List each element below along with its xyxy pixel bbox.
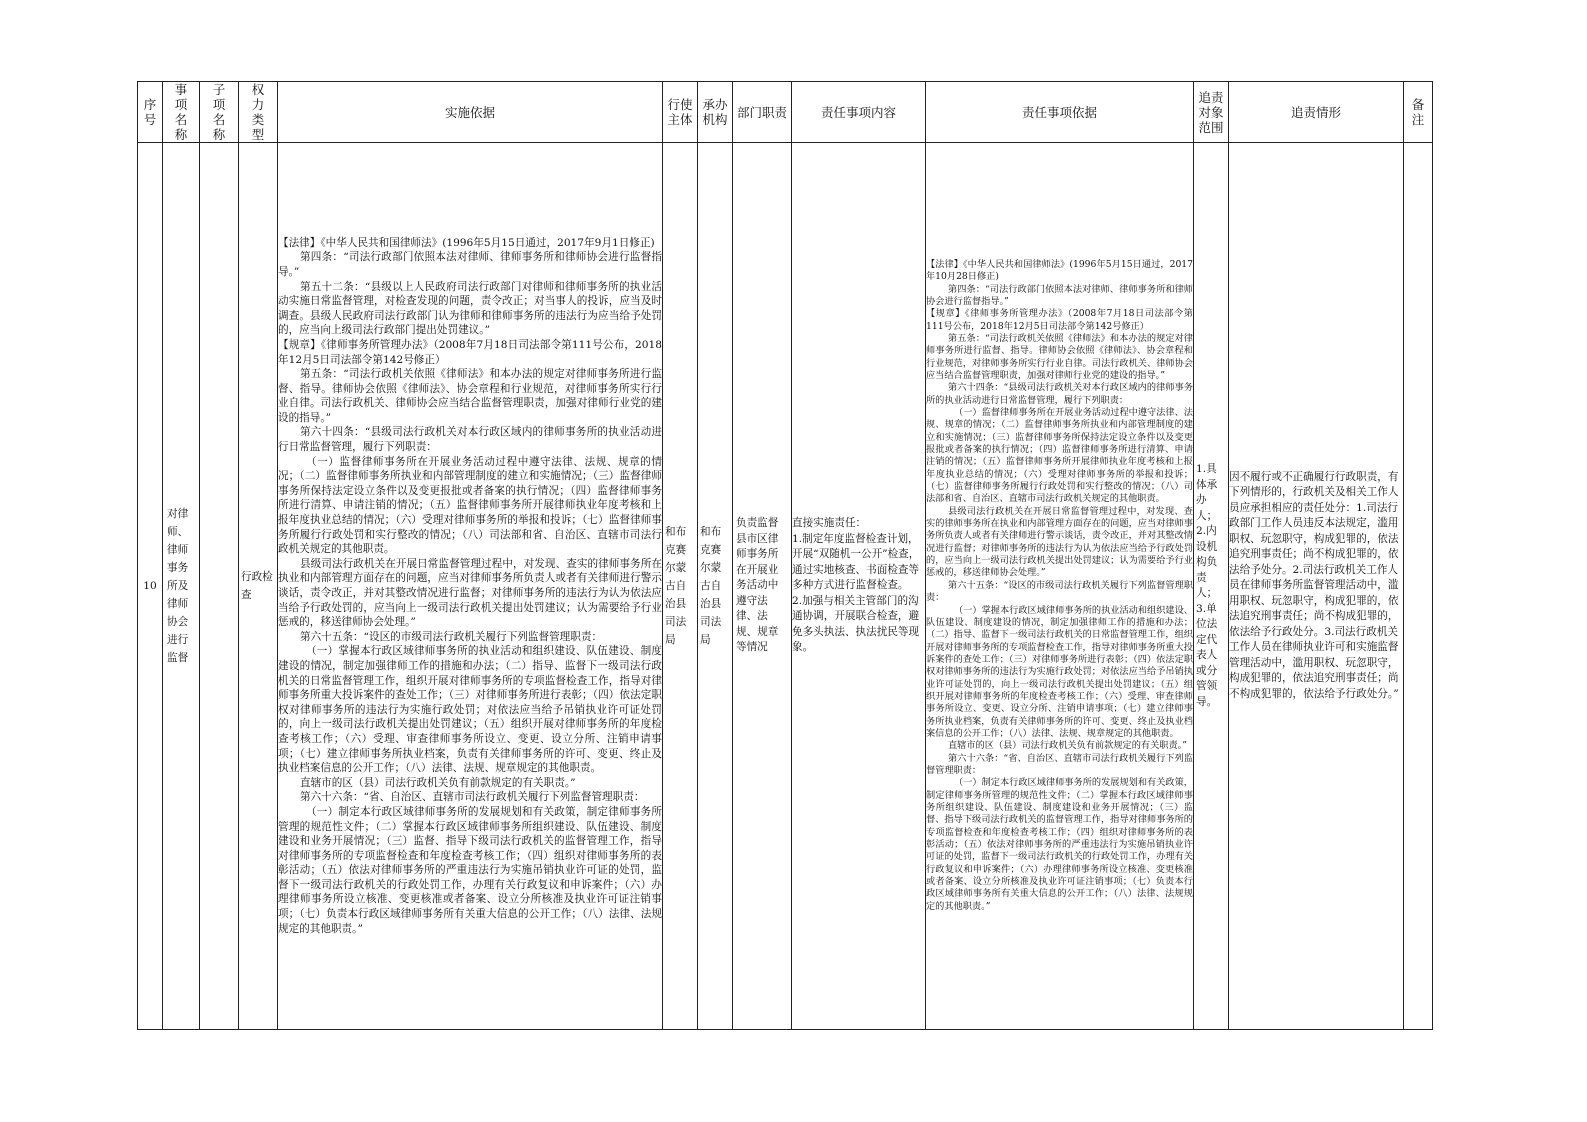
resp-basis-paragraph: 第六十六条：“省、自治区、直辖市司法行政机关履行下列监督管理职责： (926, 752, 1193, 776)
powers-responsibility-table (137, 81, 1433, 1030)
header-duty: 部门职责 (733, 82, 792, 143)
header-seq: 序号 (138, 82, 163, 143)
header-agency: 承办机构 (698, 82, 733, 143)
basis-text (278, 236, 662, 937)
basis-paragraph: 县级司法行政机关在开展日常监督管理过程中，对发现、查实的律师事务所在执业和内部管理方面存在的问题，应当对律师事务所负责人或者有关律师进行警示谈话，责令改正，并对其整改情况进行监督；对律师事务所的违法行为认为依法应当给予行政处罚的，应当向上一级司法行政机关提出处罚建议；认为需要给予行业惩戒的，移送律师协会处理。” (278, 557, 662, 629)
basis-paragraph: 第五十二条：“县级以上人民政府司法行政部门对律师和律师事务所的执业活动实施日常监督管理，对检查发现的问题，责令改正；对当事人的投诉，应当及时调查。县级人民政府司法行政部门认为律师和律师事务所的违法行为应当给予处罚的，应当向上级司法行政部门提出处罚建议。” (278, 280, 662, 337)
cell-duty: 负责监督县市区律师事务所在开展业务活动中遵守法律、法规、规章等情况 (733, 143, 792, 1030)
basis-paragraph: 第四条：“司法行政部门依照本法对律师、律师事务所和律师协会进行监督指导。” (278, 251, 662, 278)
basis-paragraph: 第六十六条：“省、自治区、直辖市司法行政机关履行下列监督管理职责： (300, 791, 645, 804)
cell-seq: 10 (138, 143, 163, 1030)
resp-basis-paragraph: （一）制定本行政区域律师事务所的发展规划和有关政策，制定律师事务所管理的规范性文件；（二）掌握本行政区域律师事务所组织建设、队伍建设、制度建设和业务开展情况；（三）监督、指导下级司法行政机关的监督管理工作，指导对律师事务所的专项监督检查和年度检查考核工作；（四）组织对律师事务所的表彰活动；（五）依法对律师事务所的严重违法行为实施吊销执业许可证的处罚，监督下一级司法行政机关的行政处罚工作，办理有关行政复议和申诉案件；（六）办理律师事务所设立核准、变更核准或者备案、设立分所核准及执业许可证注销事项；（七）负责本行政区域律师事务所有关重大信息的公开工作；（八）法律、法规规定的其他职责。” (926, 777, 1193, 912)
table-row (138, 143, 1433, 1030)
basis-paragraph: （一）掌握本行政区域律师事务所的执业活动和组织建设、队伍建设、制度建设的情况，制定加强律师工作的措施和办法；（二）指导、监督下一级司法行政机关的日常监督管理工作，组织开展对律师事务所的专项监督检查工作，指导对律师事务所重大投诉案件的查处工作；（三）对律师事务所进行表彰；（四）依法定职权对律师事务所的违法行为实施行政处罚；对依法应当给予吊销执业许可证处罚的，向上一级司法行政机关提出处罚建议；（五）组织开展对律师事务所的年度检查考核工作；（六）受理、审查律师事务所设立、变更、设立分所、注销申请事项；（七）建立律师事务所执业档案，负责有关律师事务所的许可、变更、终止及执业档案信息的公开工作；（八）法律、法规、规章规定的其他职责。 (278, 645, 662, 775)
resp-text (792, 516, 925, 656)
resp-basis-text (926, 259, 1193, 913)
cell-item: 对律师、律师事务所及律师协会进行监督 (163, 143, 200, 1030)
resp-basis-paragraph: 第四条：“司法行政部门依照本法对律师、律师事务所和律师协会进行监督指导。” (926, 283, 1193, 307)
basis-paragraph: 第六十五条：“设区的市级司法行政机关履行下列监督管理职责： (300, 630, 603, 643)
cell-scope: 1.具体承办人；2.内设机构负责人；3.单位法定代表人或分管领导。 (1194, 143, 1229, 1030)
header-resp-basis: 责任事项依据 (926, 82, 1194, 143)
header-resp: 责任事项内容 (792, 82, 926, 143)
basis-paragraph: （一）监督律师事务所在开展业务活动过程中遵守法律、法规、规章的情况；（二）监督律师事务所执业和内部管理制度的建立和实施情况；（三）监督律师事务所保持法定设立条件以及变更报批或者备案的执行情况；（四）监督律师事务所进行清算、申请注销的情况；（五）监督律师事务所开展律师执业年度考核和上报年度执业总结的情况；（六）受理对律师事务所的举报和投诉；（七）监督律师事务所履行行政处罚和实行整改的情况；（八）司法部和省、自治区、直辖市司法行政机关规定的其他职责。 (278, 455, 662, 556)
cell-basis (278, 143, 663, 1030)
resp-paragraph: 1.制定年度监督检查计划，开展“双随机一公开”检查，通过实地核查、书面检查等多种方式进行监督检查。 (792, 532, 920, 592)
resp-basis-paragraph: 直辖市的区（县）司法行政机关负有前款规定的有关职责。” (948, 740, 1187, 752)
cell-agency: 和布克赛尔蒙古自治县司法局 (698, 143, 733, 1030)
resp-basis-paragraph: （一）掌握本行政区域律师事务所的执业活动和组织建设、队伍建设、制度建设的情况，制定加强律师工作的措施和办法；（二）指导、监督下一级司法行政机关的日常监督管理工作，组织开展对律师事务所的专项监督检查工作，指导对律师事务所重大投诉案件的查处工作；（三）对律师事务所进行表彰；（四）依法定职权对律师事务所的违法行为实施行政处罚；对依法应当给予吊销执业许可证处罚的，向上一级司法行政机关提出处罚建议；（五）组织开展对律师事务所的年度检查考核工作；（六）受理、审查律师事务所设立、变更、设立分所、注销申请事项；（七）建立律师事务所执业档案，负责有关律师事务所的许可、变更、终止及执业档案信息的公开工作；（八）法律、法规、规章规定的其他职责。 (926, 604, 1193, 739)
header-basis: 实施依据 (278, 82, 663, 143)
basis-paragraph: 直辖市的区（县）司法行政机关负有前款规定的有关职责。” (300, 776, 576, 789)
cell-subject: 和布克赛尔蒙古自治县司法局 (663, 143, 698, 1030)
header-row (138, 82, 1433, 143)
header-subject: 行使主体 (663, 82, 698, 143)
cell-power: 行政检查 (239, 143, 278, 1030)
resp-basis-paragraph: 第五条：“司法行政机关依照《律师法》和本办法的规定对律师事务所进行监督、指导。律师协会依照《律师法》、协会章程和行业规范，对律师事务所实行行业自律。司法行政机关、律师协会应当结合监督管理职责，加强对律师行业党的建设的指导。” (926, 332, 1193, 381)
cell-situation: 因不履行或不正确履行行政职责，有下列情形的，行政机关及相关工作人员应承担相应的责任处分：1.司法行政部门工作人员违反本法规定，滥用职权、玩忽职守，构成犯罪的，依法追究刑事责任；尚不构成犯罪的，依法给予处分。2.司法行政机关工作人员在律师事务所监督管理活动中，滥用职权、玩忽职守，构成犯罪的，依法追究刑事责任；尚不构成犯罪的，依法给予行政处分。3.司法行政机关工作人员在律师执业许可和实施监督管理活动中，滥用职权、玩忽职守，构成犯罪的，依法追究刑事责任；尚不构成犯罪的，依法给予行政处分。” (1229, 143, 1404, 1030)
resp-paragraph: 2.加强与相关主管部门的沟通协调，开展联合检查，避免多头执法、执法扰民等现象。 (792, 594, 920, 654)
header-note: 备注 (1404, 82, 1433, 143)
basis-paragraph: 【法律】《中华人民共和国律师法》(1996年5月15日通过，2017年9月1日修正) (278, 236, 655, 249)
header-item: 事项名称 (163, 82, 200, 143)
header-situation: 追责情形 (1229, 82, 1404, 143)
basis-paragraph: （一）制定本行政区域律师事务所的发展规划和有关政策，制定律师事务所管理的规范性文件；（二）掌握本行政区域律师事务所组织建设、队伍建设、制度建设和业务开展情况；（三）监督、指导下级司法行政机关的监督管理工作，指导对律师事务所的专项监督检查和年度检查考核工作；（四）组织对律师事务所的表彰活动；（五）依法对律师事务所的严重违法行为实施吊销执业许可证的处罚，监督下一级司法行政机关的行政处罚工作，办理有关行政复议和申诉案件；（六）办理律师事务所设立核准、变更核准或者备案、设立分所核准及执业许可证注销事项；（七）负责本行政区域律师事务所有关重大信息的公开工作；（八）法律、法规规定的其他职责。” (278, 805, 662, 935)
basis-paragraph: 第五条：“司法行政机关依照《律师法》和本办法的规定对律师事务所进行监督、指导。律师协会依照《律师法》、协会章程和行业规范，对律师事务所实行行业自律。司法行政机关、律师协会应当结合监督管理职责，加强对律师行业党的建设的指导。” (278, 368, 662, 424)
basis-paragraph: 【规章】《律师事务所管理办法》（2008年7月18日司法部令第111号公布，2018年12月5日司法部令第142号修正） (278, 338, 662, 366)
cell-resp-basis (926, 143, 1194, 1030)
resp-basis-paragraph: 第六十四条：“县级司法行政机关对本行政区域内的律师事务所的执业活动进行日常监督管理，履行下列职责： (926, 382, 1193, 406)
resp-basis-paragraph: 县级司法行政机关在开展日常监督管理过程中，对发现、查实的律师事务所在执业和内部管理方面存在的问题，应当对律师事务所负责人或者有关律师进行警示谈话，责令改正，并对其整改情况进行监督；对律师事务所的违法行为认为依法应当给予行政处罚的，应当向上一级司法行政机关提出处罚建议；认为需要给予行业惩戒的，移送律师协会处理。” (926, 505, 1193, 579)
resp-basis-paragraph: 【法律】《中华人民共和国律师法》(1996年5月15日通过，2017年10月28日修正) (926, 258, 1193, 283)
resp-basis-paragraph: 【规章】《律师事务所管理办法》（2008年7月18日司法部令第111号公布，2018年12月5日司法部令第142号修正） (926, 308, 1193, 332)
header-power: 权力类型 (239, 82, 278, 143)
cell-resp (792, 143, 926, 1030)
resp-basis-paragraph: 第六十五条：“设区的市级司法行政机关履行下列监督管理职责： (926, 579, 1193, 604)
resp-basis-paragraph: （一）监督律师事务所在开展业务活动过程中遵守法律、法规、规章的情况；（二）监督律师事务所执业和内部管理制度的建立和实施情况；（三）监督律师事务所保持法定设立条件以及变更报批或者备案的执行情况；（四）监督律师事务所进行清算、申请注销的情况；（五）监督律师事务所开展律师执业年度考核和上报年度执业总结的情况；（六）受理对律师事务所的举报和投诉；（七）监督律师事务所履行行政处罚和实行整改的情况；（八）司法部和省、自治区、直辖市司法行政机关规定的其他职责。 (926, 407, 1193, 505)
header-scope: 追责对象范围 (1194, 82, 1229, 143)
resp-paragraph: 直接实施责任： (792, 517, 867, 530)
header-sub: 子项名称 (200, 82, 239, 143)
cell-sub (200, 143, 239, 1030)
cell-note (1404, 143, 1433, 1030)
basis-paragraph: 第六十四条：“县级司法行政机关对本行政区域内的律师事务所的执业活动进行日常监督管理，履行下列职责： (278, 426, 662, 454)
